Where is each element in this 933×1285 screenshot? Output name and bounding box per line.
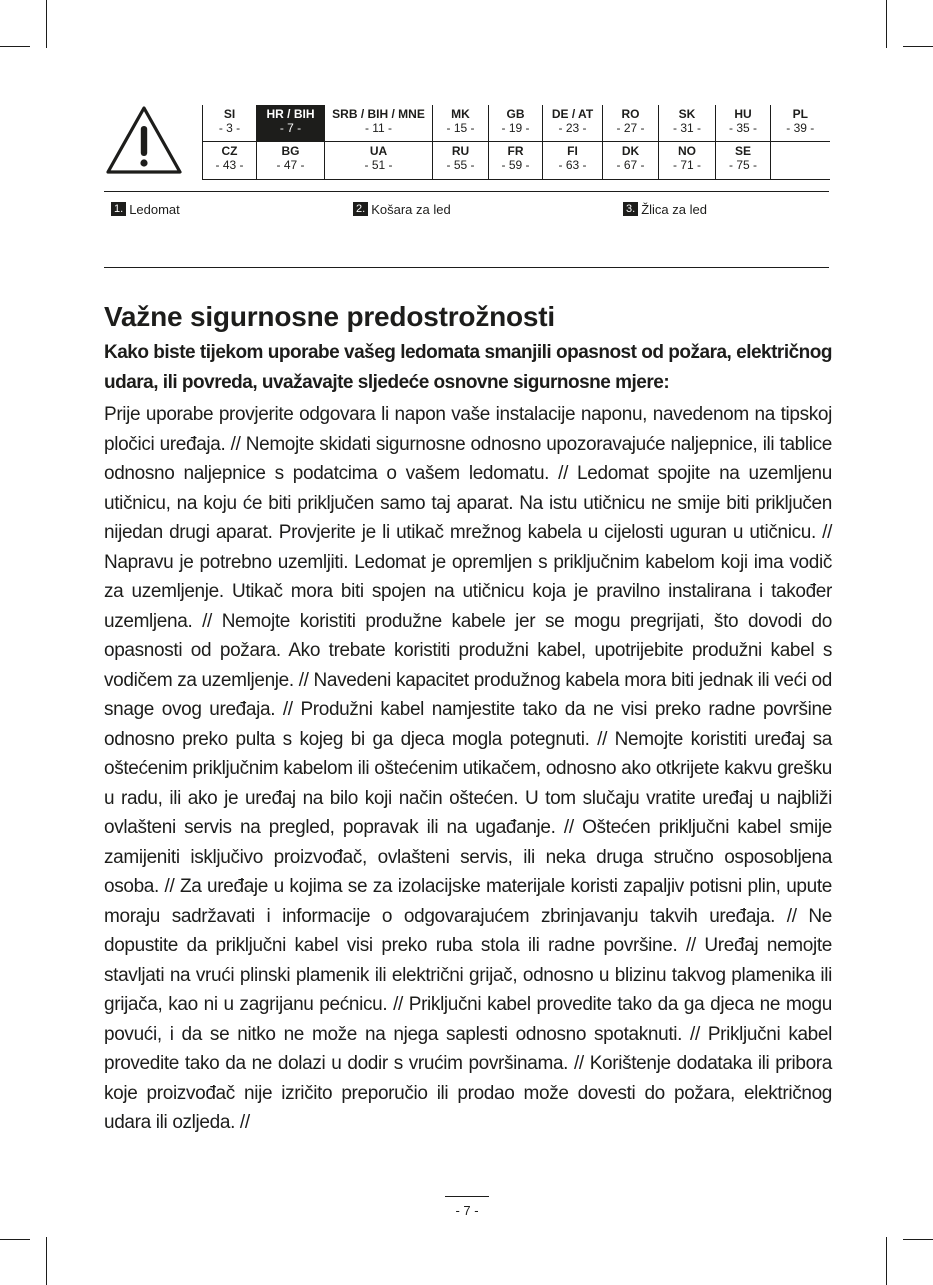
language-code: BG — [281, 144, 300, 159]
part-label: Košara za led — [371, 201, 451, 217]
crop-mark — [903, 46, 933, 47]
language-cell-hu[interactable] — [716, 105, 771, 142]
language-page: - 15 - — [446, 121, 475, 135]
crop-mark — [46, 0, 47, 48]
part-number-badge: 1. — [111, 202, 126, 216]
language-index-table — [202, 105, 830, 180]
language-cell-empty — [771, 142, 830, 180]
language-cell-no[interactable] — [659, 142, 716, 180]
language-code: SK — [678, 107, 696, 121]
crop-mark — [0, 1239, 30, 1240]
language-page: - 27 - — [616, 121, 645, 135]
language-page: - 31 - — [672, 121, 701, 135]
section-subtitle: Kako biste tijekom uporabe vašeg ledomata smanjili opasnost od požara, električnog udara, ili povreda, uvažavajte sljedeće osnovne sigurnosne mjere: — [104, 342, 832, 393]
language-code: HR / BIH — [266, 107, 315, 121]
crop-mark — [0, 46, 30, 47]
language-cell-pl[interactable] — [771, 105, 830, 142]
language-page: - 19 - — [501, 121, 530, 135]
language-page: - 39 - — [786, 121, 815, 135]
language-page: - 63 - — [558, 158, 587, 173]
language-code: DE / AT — [551, 107, 594, 121]
language-code: SE — [734, 144, 751, 159]
language-page: - 35 - — [728, 121, 757, 135]
language-cell-gb[interactable] — [489, 105, 543, 142]
part-item-ice-scoop — [623, 201, 707, 217]
language-code: HU — [734, 107, 752, 121]
part-number-badge: 3. — [623, 202, 638, 216]
language-cell-ro[interactable] — [603, 105, 659, 142]
language-code: SRB / BIH / MNE — [332, 107, 425, 121]
language-cell-sk[interactable] — [659, 105, 716, 142]
part-number-badge: 2. — [353, 202, 368, 216]
header-divider — [104, 191, 829, 192]
language-cell-bg[interactable] — [257, 142, 325, 180]
language-cell-ru[interactable] — [433, 142, 489, 180]
language-code: FR — [507, 144, 524, 159]
part-item-ice-maker — [111, 201, 180, 217]
language-code: SI — [223, 107, 236, 121]
part-item-ice-basket — [353, 201, 451, 217]
language-cell-dk[interactable] — [603, 142, 659, 180]
language-page: - 75 - — [728, 158, 757, 173]
language-code: MK — [451, 107, 470, 121]
crop-mark — [903, 1239, 933, 1240]
language-cell-fi[interactable] — [543, 142, 603, 180]
language-cell-ua[interactable] — [325, 142, 433, 180]
language-cell-se[interactable] — [716, 142, 771, 180]
language-page: - 51 - — [364, 158, 393, 173]
language-page: - 59 - — [501, 158, 530, 173]
language-page: - 7 - — [279, 121, 302, 135]
part-label: Žlica za led — [641, 201, 707, 217]
language-code: GB — [506, 107, 525, 121]
language-cell-hr-bih[interactable] — [257, 105, 325, 142]
language-code: DK — [621, 144, 640, 159]
language-cell-de-at[interactable] — [543, 105, 603, 142]
language-page: - 23 - — [558, 121, 587, 135]
language-page: - 55 - — [446, 158, 475, 173]
language-page: - 47 - — [276, 158, 305, 173]
section-title: Važne sigurnosne predostrožnosti — [104, 301, 556, 332]
language-page: - 3 - — [218, 121, 241, 135]
language-page: - 43 - — [215, 158, 244, 173]
language-code: FI — [567, 144, 578, 159]
language-code: NO — [678, 144, 696, 159]
language-code: CZ — [221, 144, 238, 159]
language-page: - 67 - — [616, 158, 645, 173]
language-cell-cz[interactable] — [203, 142, 257, 180]
language-code: RU — [451, 144, 470, 159]
crop-mark — [886, 1237, 887, 1285]
warning-icon — [104, 104, 184, 176]
language-code: PL — [792, 107, 808, 121]
language-row — [203, 105, 830, 142]
part-label: Ledomat — [129, 201, 180, 217]
language-cell-srb-bih-mne[interactable] — [325, 105, 433, 142]
language-page: - 71 - — [672, 158, 701, 173]
page-number-rule — [445, 1196, 489, 1197]
section-divider — [104, 267, 829, 268]
crop-mark — [46, 1237, 47, 1285]
language-cell-si[interactable] — [203, 105, 257, 142]
language-code: RO — [621, 107, 640, 121]
language-cell-mk[interactable] — [433, 105, 489, 142]
crop-mark — [886, 0, 887, 48]
language-cell-fr[interactable] — [489, 142, 543, 180]
page-number: - 7 - — [455, 1203, 479, 1218]
language-page: - 11 - — [364, 121, 393, 135]
language-row — [203, 142, 830, 180]
safety-instructions-text: Prije uporabe provjerite odgovara li napon vaše instalacije naponu, navedenom na tipskoj pločici uređaja. // Nemojte skidati sigurnosne odnosno upozoravajuće naljepnice, ili tablice odnosno naljepnice s podatcima o vašem ledomatu. // Ledomat spojite na uzemljenu utičnicu, na koju će biti priključen samo taj aparat. Na istu utičnicu ne smije biti priključen nijedan drugi aparat. Provjerite je li utikač mrežnog kabela u cijelosti uguran u utičnicu. // Napravu je potrebno uzemljiti. Ledomat je opremljen s priključnim kabelom koji ima vodič za uzemljenje. Utikač mora biti spojen na utičnicu koja je pravilno instalirana i također uzemljena. // Nemojte koristiti produžne kabele jer se mogu pregrijati, što dovodi do opasnosti od požara. Ako trebate koristiti produžni kabel, upotrijebite produžni kabel s vodičem za uzemljenje. // Navedeni kapacitet produžnog kabela mora biti jednak ili veći od snage ovog uređaja. // Produžni kabel namjestite tako da ne visi preko radne površine odnosno preko pulta s kojeg bi ga djeca mogla potegnuti. // Nemojte koristiti uređaj sa oštećenim priključnim kabelom ili oštećenim utikačem, odnosno ako otkrijete kakvu grešku u radu, ili ako je uređaj na bilo koji način oštećen. U tom slučaju vratite uređaj u najbliži ovlašteni servis na pregled, popravak ili na ugađanje. // Oštećen priključni kabel smije zamijeniti isključivo proizvođač, ovlašteni servis, ili neka druga stručno osposobljena osoba. // Za uređaje u kojima se za izolacijske materijale koristi zapaljiv potisni plin, upute moraju sadržavati i informacije o odgovarajućem zbrinjavanju takvih uređaja. // Ne dopustite da priključni kabel visi preko ruba stola ili radne površine. // Uređaj nemojte stavljati na vrući plinski plamenik ili električni grijač, odnosno u blizinu takvog plamenika ili grijača, kao ni u zagrijanu pećnicu. // Priključni kabel provedite tako da ga djeca ne mogu povući, i da se nitko ne može na njega saplesti odnosno spotaknuti. // Priključni kabel provedite tako da ne dolazi u dodir s vrućim površinama. // Korištenje dodataka ili pribora koje proizvođač nije izričito preporučio ili prodao može dovesti do požara, električnog udara ili ozljeda. // — [104, 404, 832, 1133]
language-code: UA — [369, 144, 388, 159]
